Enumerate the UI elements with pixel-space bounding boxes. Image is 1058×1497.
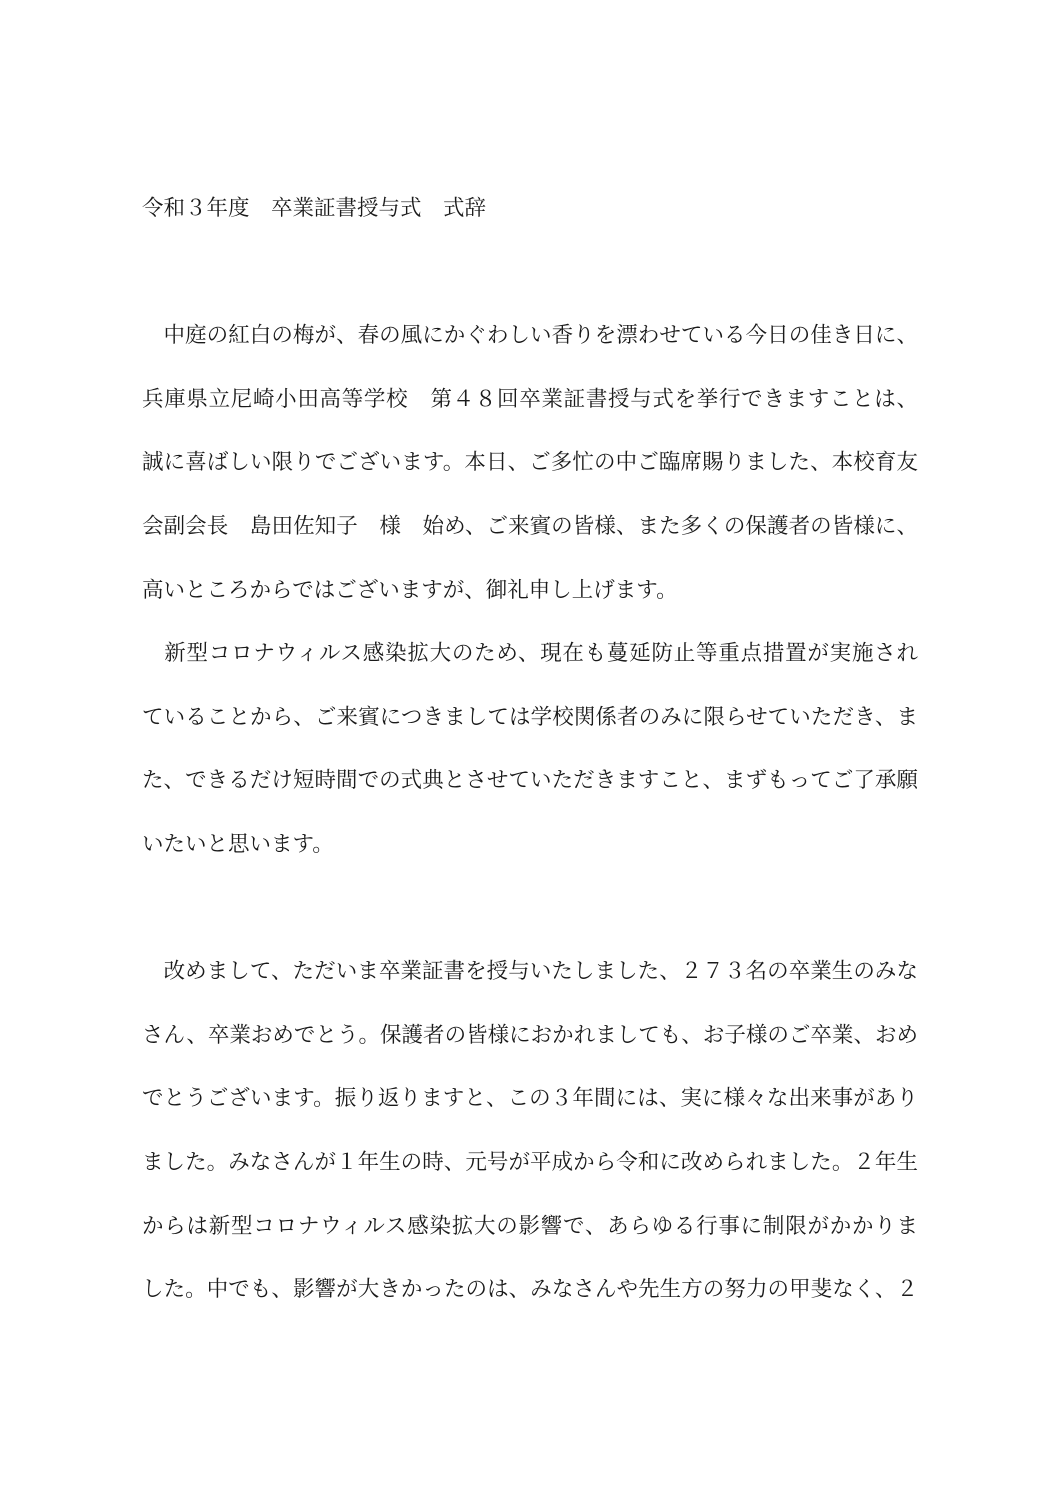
paragraph xyxy=(142,304,918,622)
text-line: 兵庫県立尼崎小田高等学校 第４８回卒業証書授与式を挙行できますことは、 xyxy=(142,386,918,411)
text-line: 中庭の紅白の梅が、春の風にかぐわしい香りを漂わせている今日の佳き日に、 xyxy=(142,323,918,348)
text-line: した。中でも、影響が大きかったのは、みなさんや先生方の努力の甲斐なく、２ xyxy=(142,1277,918,1302)
text-line: からは新型コロナウィルス感染拡大の影響で、あらゆる行事に制限がかかりま xyxy=(142,1213,918,1238)
text-line: 新型コロナウィルス感染拡大のため、現在も蔓延防止等重点措置が実施され xyxy=(142,641,918,666)
text-line: ました。みなさんが１年生の時、元号が平成から令和に改められました。２年生 xyxy=(142,1149,918,1174)
text-line: でとうございます。振り返りますと、この３年間には、実に様々な出来事があり xyxy=(142,1086,918,1111)
text-line: 会副会長 島田佐知子 様 始め、ご来賓の皆様、また多くの保護者の皆様に、 xyxy=(142,513,918,538)
text-line: 誠に喜ばしい限りでございます。本日、ご多忙の中ご臨席賜りました、本校育友 xyxy=(142,450,918,475)
document-title: 令和３年度 卒業証書授与式 式辞 xyxy=(142,196,487,220)
text-line: さん、卒業おめでとう。保護者の皆様におかれましても、お子様のご卒業、おめ xyxy=(142,1022,918,1047)
text-line: いたいと思います。 xyxy=(142,831,334,856)
document-body xyxy=(142,304,918,1322)
paragraph xyxy=(142,940,918,1322)
text-line: 高いところからではございますが、御礼申し上げます。 xyxy=(142,577,678,602)
text-line: 改めまして、ただいま卒業証書を授与いたしました、２７３名の卒業生のみな xyxy=(142,959,918,984)
text-line: た、できるだけ短時間での式典とさせていただきますこと、まずもってご了承願 xyxy=(142,768,918,793)
text-line: ていることから、ご来賓につきましては学校関係者のみに限らせていただき、ま xyxy=(142,704,918,729)
paragraph xyxy=(142,622,918,876)
